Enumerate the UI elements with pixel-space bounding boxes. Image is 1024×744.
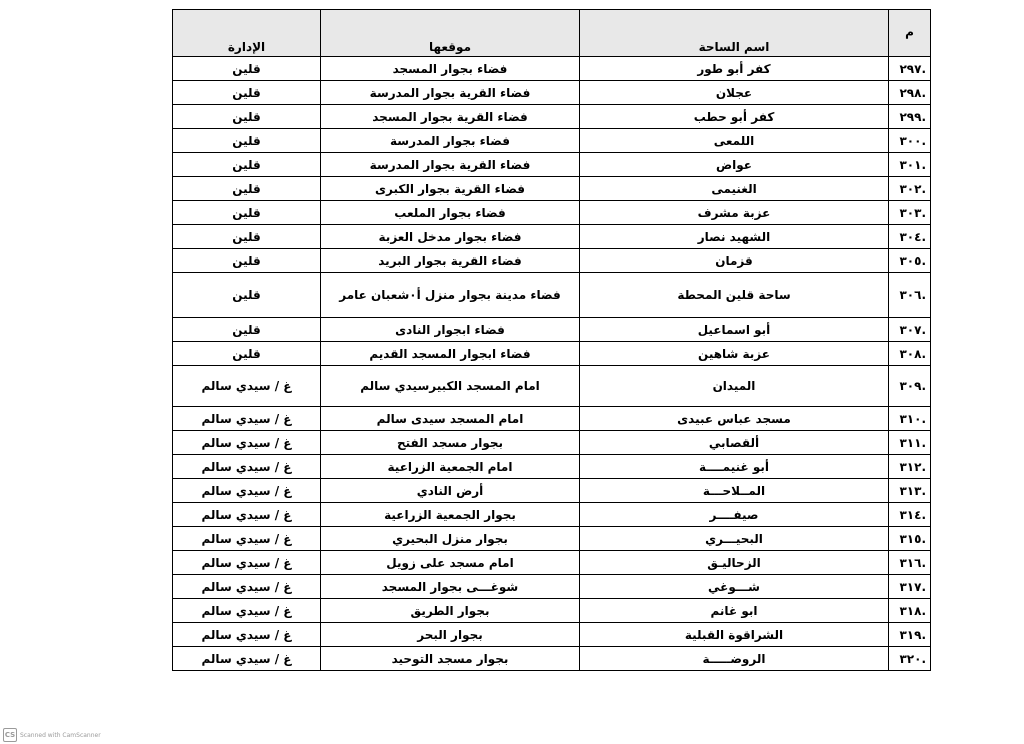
row-administration: غ / سيدي سالم bbox=[173, 647, 321, 671]
row-administration: غ / سيدي سالم bbox=[173, 455, 321, 479]
row-square-name: عواض bbox=[580, 153, 889, 177]
row-square-name: عزبة شاهين bbox=[580, 342, 889, 366]
row-location: امام المسجد سيدى سالم bbox=[321, 407, 580, 431]
row-location: فضاء القرية بجوار المسجد bbox=[321, 105, 580, 129]
row-number: ٣١٥. bbox=[889, 527, 931, 551]
row-number: ٣١٤. bbox=[889, 503, 931, 527]
row-administration: قلين bbox=[173, 177, 321, 201]
table-row bbox=[173, 201, 931, 225]
table-row bbox=[173, 81, 931, 105]
row-location: امام المسجد الكبيرسيدي سالم bbox=[321, 366, 580, 407]
row-number: ٣٠٥. bbox=[889, 249, 931, 273]
table-row bbox=[173, 551, 931, 575]
row-square-name: الغنيمى bbox=[580, 177, 889, 201]
header-administration: الإدارة bbox=[173, 10, 321, 57]
row-location: فضاء القرية بجوار المدرسة bbox=[321, 81, 580, 105]
row-administration: غ / سيدي سالم bbox=[173, 431, 321, 455]
row-square-name: الشهيد نصار bbox=[580, 225, 889, 249]
row-location: أرض النادي bbox=[321, 479, 580, 503]
header-number: م bbox=[889, 10, 931, 57]
row-administration: غ / سيدي سالم bbox=[173, 575, 321, 599]
row-number: ٢٩٨. bbox=[889, 81, 931, 105]
row-administration: قلين bbox=[173, 153, 321, 177]
table-row bbox=[173, 342, 931, 366]
table-row bbox=[173, 273, 931, 318]
row-administration: قلين bbox=[173, 318, 321, 342]
row-location: فضاء بجوار مدخل العزبة bbox=[321, 225, 580, 249]
row-location: فضاء مدينة بجوار منزل أ٠شعبان عامر bbox=[321, 273, 580, 318]
row-square-name: كفر أبو طور bbox=[580, 57, 889, 81]
row-location: فضاء بجوار المسجد bbox=[321, 57, 580, 81]
row-administration: غ / سيدي سالم bbox=[173, 503, 321, 527]
row-number: ٣٠١. bbox=[889, 153, 931, 177]
row-administration: غ / سيدي سالم bbox=[173, 407, 321, 431]
row-square-name: قزمان bbox=[580, 249, 889, 273]
table-header-row bbox=[173, 10, 931, 57]
watermark-text: Scanned with CamScanner bbox=[20, 731, 101, 739]
row-location: شوغـــى بجوار المسجد bbox=[321, 575, 580, 599]
row-square-name: مسجد عباس عبيدى bbox=[580, 407, 889, 431]
row-square-name: المــلاحـــة bbox=[580, 479, 889, 503]
row-location: فضاء ابجوار المسجد القديم bbox=[321, 342, 580, 366]
table-row bbox=[173, 479, 931, 503]
squares-table bbox=[172, 9, 931, 671]
row-number: ٣١٨. bbox=[889, 599, 931, 623]
row-location: بجوار منزل البحيري bbox=[321, 527, 580, 551]
header-square-name: اسم الساحة bbox=[580, 10, 889, 57]
row-square-name: شـــوغي bbox=[580, 575, 889, 599]
row-number: ٣١٩. bbox=[889, 623, 931, 647]
row-location: بجوار الطريق bbox=[321, 599, 580, 623]
row-administration: قلين bbox=[173, 129, 321, 153]
row-administration: قلين bbox=[173, 201, 321, 225]
table-row bbox=[173, 177, 931, 201]
row-location: بجوار مسجد الفتح bbox=[321, 431, 580, 455]
row-administration: غ / سيدي سالم bbox=[173, 599, 321, 623]
row-square-name: الروضـــــة bbox=[580, 647, 889, 671]
row-square-name: اللمعى bbox=[580, 129, 889, 153]
row-number: ٣١٢. bbox=[889, 455, 931, 479]
row-square-name: الميدان bbox=[580, 366, 889, 407]
row-square-name: الزحاليـق bbox=[580, 551, 889, 575]
table-row bbox=[173, 503, 931, 527]
row-administration: قلين bbox=[173, 249, 321, 273]
row-location: فضاء القرية بجوار المدرسة bbox=[321, 153, 580, 177]
row-number: ٣١١. bbox=[889, 431, 931, 455]
row-administration: غ / سيدي سالم bbox=[173, 527, 321, 551]
table-row bbox=[173, 366, 931, 407]
row-square-name: الشراقوة القبلية bbox=[580, 623, 889, 647]
row-location: امام الجمعية الزراعية bbox=[321, 455, 580, 479]
row-square-name: أبو غنيمــــة bbox=[580, 455, 889, 479]
row-administration: غ / سيدي سالم bbox=[173, 479, 321, 503]
row-number: ٣١٧. bbox=[889, 575, 931, 599]
table-row bbox=[173, 129, 931, 153]
row-administration: غ / سيدي سالم bbox=[173, 551, 321, 575]
row-number: ٣٠٢. bbox=[889, 177, 931, 201]
row-location: فضاء بجوار الملعب bbox=[321, 201, 580, 225]
table-row bbox=[173, 225, 931, 249]
row-number: ٣٠٠. bbox=[889, 129, 931, 153]
table-row bbox=[173, 647, 931, 671]
row-location: فضاء القرية بجوار الكبرى bbox=[321, 177, 580, 201]
row-number: ٣١٣. bbox=[889, 479, 931, 503]
row-number: ٢٩٩. bbox=[889, 105, 931, 129]
row-number: ٣٢٠. bbox=[889, 647, 931, 671]
table-row bbox=[173, 455, 931, 479]
row-number: ٣٠٩. bbox=[889, 366, 931, 407]
row-square-name: ابو غانم bbox=[580, 599, 889, 623]
row-number: ٣٠٦. bbox=[889, 273, 931, 318]
row-administration: قلين bbox=[173, 81, 321, 105]
row-square-name: كفر أبو حطب bbox=[580, 105, 889, 129]
table-row bbox=[173, 599, 931, 623]
camscanner-logo-icon: CS bbox=[3, 728, 17, 742]
row-square-name: ألقصابي bbox=[580, 431, 889, 455]
row-square-name: أبو اسماعيل bbox=[580, 318, 889, 342]
row-administration: غ / سيدي سالم bbox=[173, 366, 321, 407]
row-number: ٣١٦. bbox=[889, 551, 931, 575]
table-row bbox=[173, 318, 931, 342]
row-location: فضاء القرية بجوار البريد bbox=[321, 249, 580, 273]
row-location: بجوار الجمعية الزراعية bbox=[321, 503, 580, 527]
row-number: ٣٠٣. bbox=[889, 201, 931, 225]
row-administration: قلين bbox=[173, 342, 321, 366]
row-square-name: البحيـــري bbox=[580, 527, 889, 551]
table-row bbox=[173, 57, 931, 81]
row-number: ٣١٠. bbox=[889, 407, 931, 431]
scanner-watermark bbox=[3, 728, 101, 742]
table-row bbox=[173, 431, 931, 455]
header-location: موقعها bbox=[321, 10, 580, 57]
row-administration: قلين bbox=[173, 225, 321, 249]
row-number: ٣٠٨. bbox=[889, 342, 931, 366]
row-location: فضاء بجوار المدرسة bbox=[321, 129, 580, 153]
table-row bbox=[173, 407, 931, 431]
row-location: بجوار مسجد التوحيد bbox=[321, 647, 580, 671]
table-row bbox=[173, 249, 931, 273]
table-row bbox=[173, 623, 931, 647]
table-row bbox=[173, 105, 931, 129]
row-square-name: ساحة قلين المحطة bbox=[580, 273, 889, 318]
row-number: ٢٩٧. bbox=[889, 57, 931, 81]
row-location: بجوار البحر bbox=[321, 623, 580, 647]
row-location: فضاء ابجوار النادى bbox=[321, 318, 580, 342]
row-number: ٣٠٤. bbox=[889, 225, 931, 249]
row-square-name: عزبة مشرف bbox=[580, 201, 889, 225]
row-number: ٣٠٧. bbox=[889, 318, 931, 342]
row-square-name: صيفــــر bbox=[580, 503, 889, 527]
table-row bbox=[173, 153, 931, 177]
table-row bbox=[173, 575, 931, 599]
row-administration: قلين bbox=[173, 57, 321, 81]
row-administration: قلين bbox=[173, 273, 321, 318]
row-administration: قلين bbox=[173, 105, 321, 129]
row-location: امام مسجد على زويل bbox=[321, 551, 580, 575]
row-square-name: عجلان bbox=[580, 81, 889, 105]
table-row bbox=[173, 527, 931, 551]
row-administration: غ / سيدي سالم bbox=[173, 623, 321, 647]
